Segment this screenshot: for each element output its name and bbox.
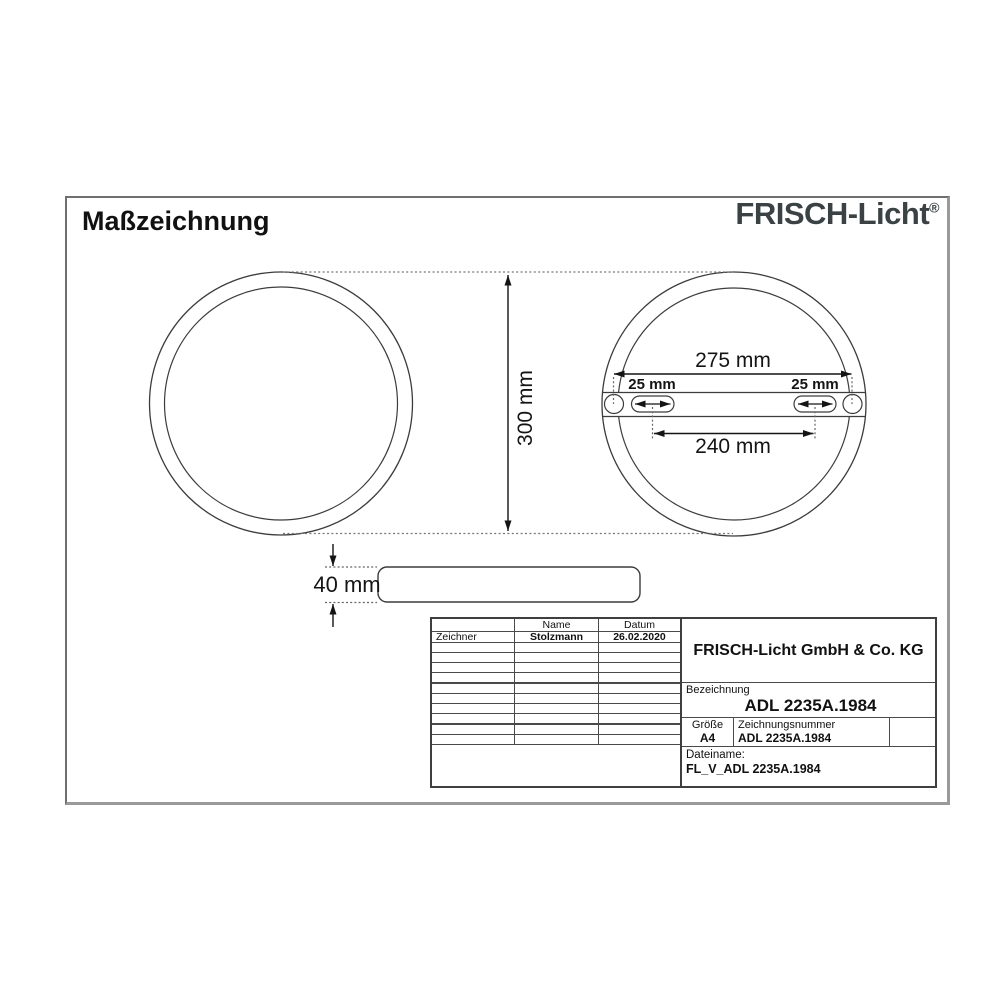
table-row (432, 673, 680, 684)
size-row (682, 718, 935, 747)
table-footer-cell (432, 745, 680, 786)
table-row (432, 704, 680, 714)
header-date: Datum (624, 619, 655, 631)
dim-40mm-label: 40 mm (313, 572, 381, 597)
table-row-zeichner (432, 632, 680, 643)
table-row (432, 684, 680, 694)
dim-25mm-left-label: 25 mm (628, 376, 676, 393)
zeichner-date: 26.02.2020 (613, 632, 666, 642)
bezeichnung-cell (682, 683, 935, 718)
title-block-grid (432, 619, 682, 786)
table-row (432, 725, 680, 735)
bezeichnung-value: ADL 2235A.1984 (744, 696, 877, 715)
registered-trademark-icon: ® (929, 199, 939, 216)
front-view (150, 272, 413, 535)
side-view (378, 567, 640, 602)
dim-25mm-right-label: 25 mm (791, 376, 839, 393)
groesse-label: Größe (691, 719, 724, 731)
table-row (432, 694, 680, 704)
dim-275mm-label: 275 mm (695, 349, 771, 372)
dim-240mm-label: 240 mm (695, 435, 771, 458)
groesse-value: A4 (699, 731, 716, 745)
empty-cell (890, 718, 935, 746)
zeichnungsnummer-value: ADL 2235A.1984 (738, 731, 832, 745)
table-row (432, 714, 680, 725)
company-name: FRISCH-Licht GmbH & Co. KG (682, 619, 935, 683)
table-header-row (432, 619, 680, 632)
zeichnungsnummer-label: Zeichnungsnummer (738, 719, 836, 731)
header-empty-cell (432, 619, 515, 631)
title-block (430, 617, 937, 788)
bezeichnung-label: Bezeichnung (686, 684, 750, 696)
table-row (432, 735, 680, 745)
zeichnungsnummer-cell (734, 718, 890, 746)
table-row (432, 663, 680, 673)
table-row (432, 643, 680, 653)
zeichner-label: Zeichner (432, 632, 515, 642)
dateiname-value: FL_V_ADL 2235A.1984 (686, 762, 821, 776)
dateiname-cell (682, 747, 935, 786)
page-title: Maßzeichnung (82, 206, 270, 236)
title-block-info (682, 619, 935, 786)
header-name: Name (515, 619, 599, 631)
dim-300mm-label: 300 mm (514, 370, 537, 446)
zeichner-name: Stolzmann (515, 632, 599, 642)
dateiname-label: Dateiname: (686, 749, 745, 761)
groesse-cell (682, 718, 734, 746)
table-row (432, 653, 680, 663)
dim-40mm (313, 544, 380, 627)
brand-logo-text: FRISCH-Licht (735, 196, 930, 231)
